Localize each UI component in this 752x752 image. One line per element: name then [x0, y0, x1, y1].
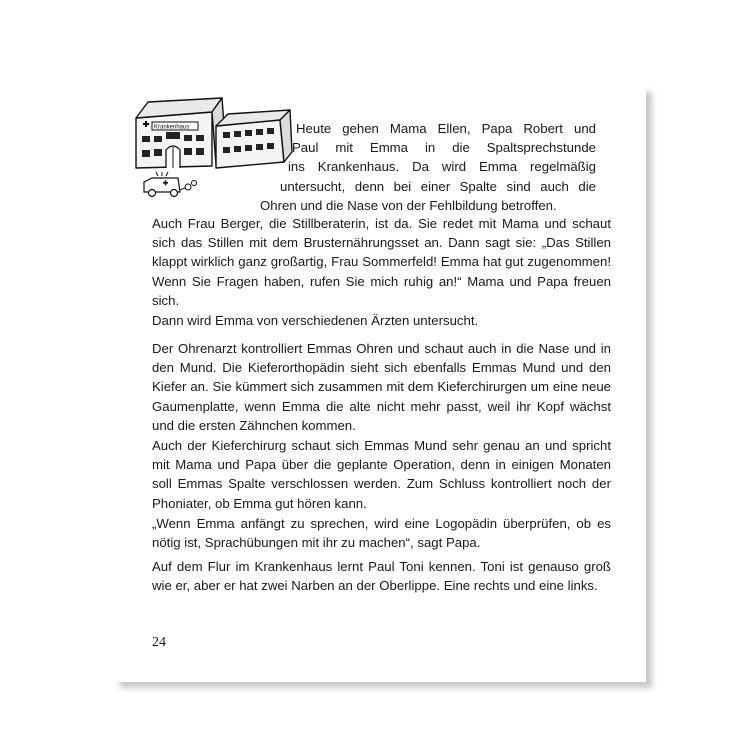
- book-page: [114, 86, 646, 682]
- paragraph-ohrenarzt: Der Ohrenarzt kontrolliert Emmas Ohren und schaut auch in die Nase und in den Mund. Die Kieferorthopädin sieht sich ebenfalls Emmas Mund und den Kiefer an. Sie kümmert sich zusammen mit dem Kieferchirurgen um eine neue Gaumenplatte, wenn Emma die alte nicht mehr passt, weil ihr Kopf wächst und die ersten Zähnchen kommen.: [152, 341, 611, 433]
- hospital-illustration: [130, 92, 298, 202]
- intro-line: Heute gehen Mama Ellen, Papa Robert und: [296, 121, 596, 136]
- page-number: 24: [152, 635, 166, 650]
- hospital-sign-text: Krankenhaus: [154, 124, 190, 131]
- intro-line: Paul mit Emma in die Spaltsprechstunde: [292, 140, 596, 156]
- paragraph-stillberaterin: Auch Frau Berger, die Stillberaterin, ist da. Sie redet mit Mama und schaut sich das Stillen mit dem Brusternährungsset an. Dann sagt sie: „Das Stillen klappt wirklich ganz großartig, Frau Sommerfeld! Emma hat gut zugenommen! Wenn Sie Fragen haben, rufen Sie mich ruhig an!“ Mama und Papa freuen sich.: [152, 216, 611, 308]
- paragraph-kieferchirurg: Auch der Kieferchirurg schaut sich Emmas Mund sehr genau an und spricht mit Mama und Papa über die geplante Operation, denn in einigen Monaten soll Emmas Spalte verschlossen werden. Zum Schluss kontrolliert noch der Phoniater, ob Emma gut hören kann.: [152, 438, 611, 511]
- paragraph-logopaedin: „Wenn Emma anfängt zu sprechen, wird eine Logopädin überprüfen, ob es nötig ist, Sprachübungen mit ihr zu machen“, sagt Papa.: [152, 516, 611, 551]
- paragraph-aerzte: Dann wird Emma von verschiedenen Ärzten untersucht.: [152, 313, 479, 328]
- paragraph-toni: Auf dem Flur im Krankenhaus lernt Paul Toni kennen. Toni ist genauso groß wie er, aber er hat zwei Narben an der Oberlippe. Eine rechts und eine links.: [152, 559, 611, 594]
- intro-paragraph: [260, 119, 596, 215]
- intro-line: ins Krankenhaus. Da wird Emma regelmäßig: [288, 159, 596, 175]
- intro-line: untersucht, denn bei einer Spalte sind auch die: [280, 178, 596, 194]
- intro-line: Ohren und die Nase von der Fehlbildung betroffen.: [260, 197, 557, 213]
